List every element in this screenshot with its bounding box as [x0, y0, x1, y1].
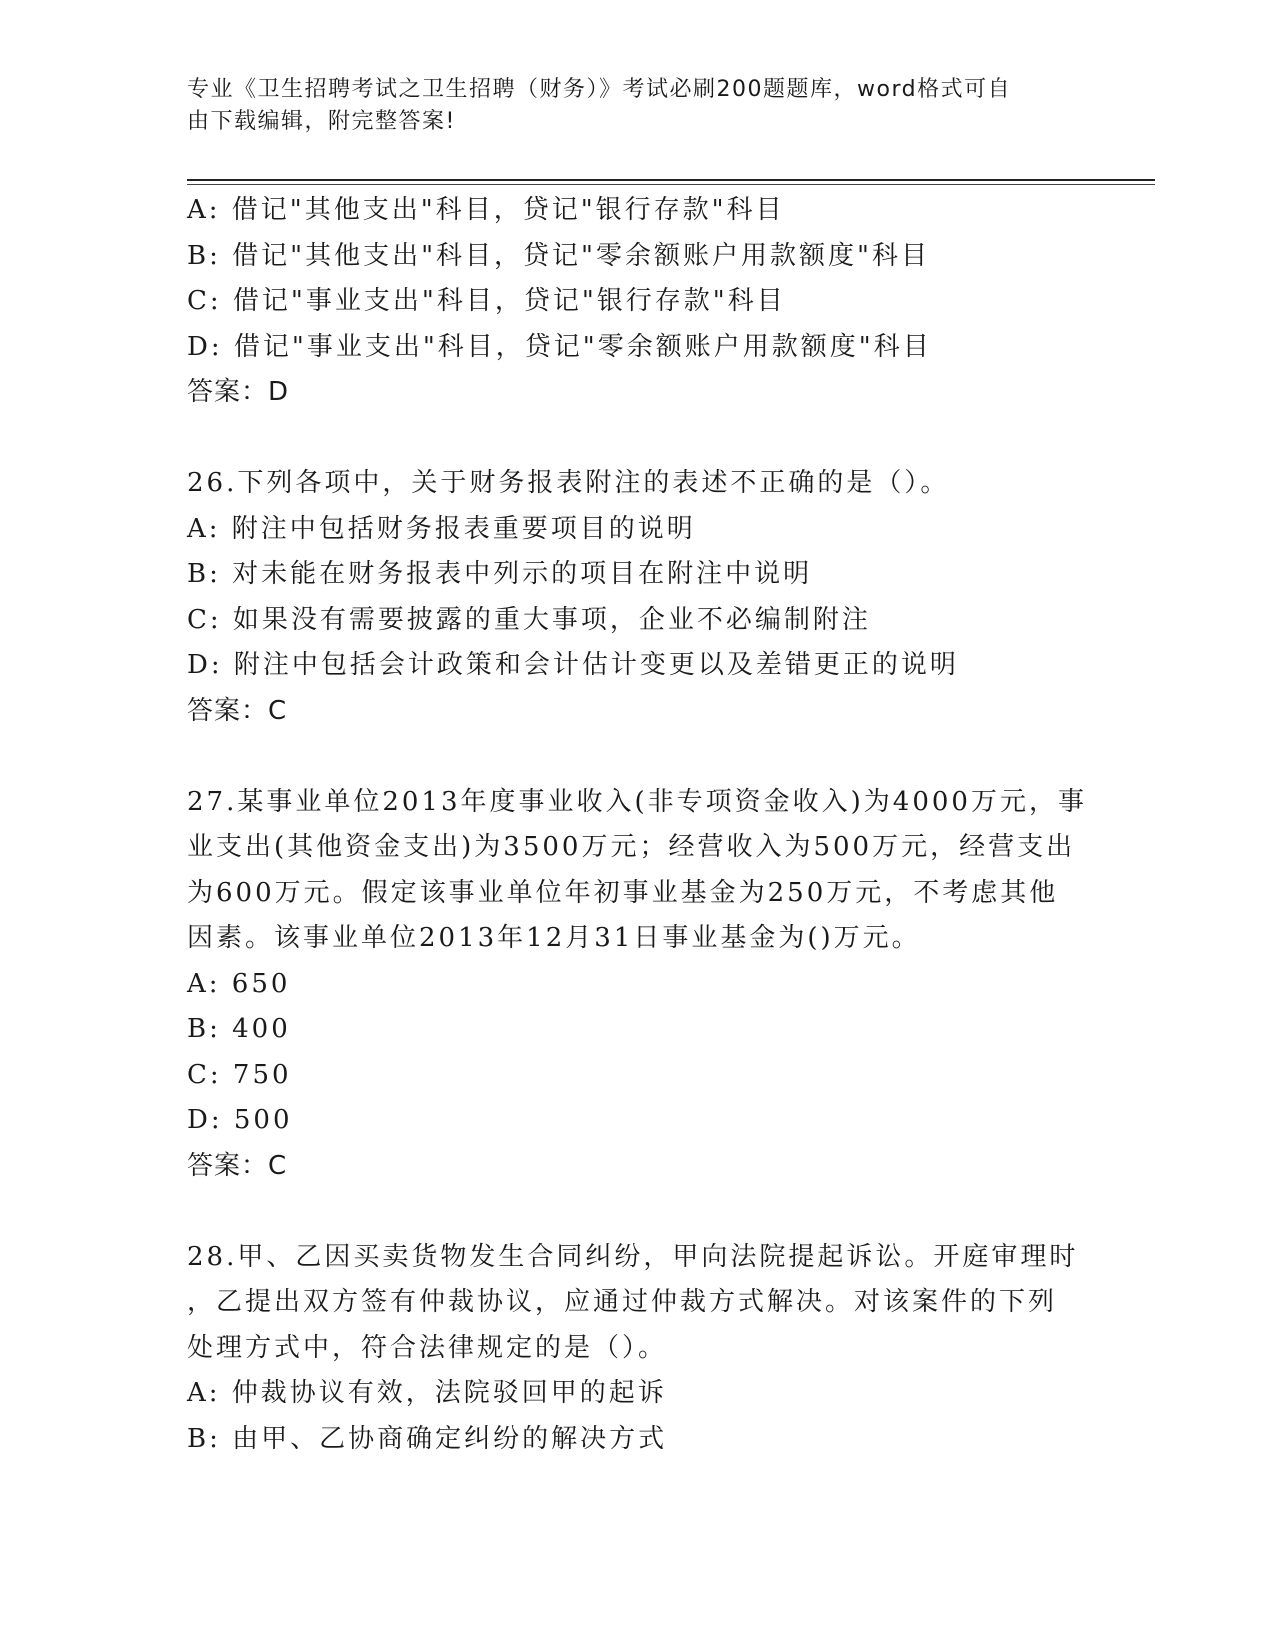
header-line: 由下载编辑，附完整答案! — [187, 109, 456, 134]
question-25 — [187, 188, 1087, 416]
option-b: B: 对未能在财务报表中列示的项目在附注中说明 — [187, 559, 813, 589]
question-26 — [187, 461, 1087, 734]
question-27 — [187, 780, 1087, 1190]
option-a: A: 借记"其他支出"科目，贷记"银行存款"科目 — [187, 195, 785, 225]
question-stem: 为600万元。假定该事业单位年初事业基金为250万元，不考虑其他 — [187, 877, 1059, 908]
option-a: A: 仲裁协议有效，法院驳回甲的起诉 — [187, 1378, 667, 1408]
header-divider — [187, 179, 1155, 181]
question-stem: 处理方式中，符合法律规定的是（）。 — [187, 1332, 668, 1363]
option-d: D: 500 — [187, 1105, 293, 1135]
question-stem: 27.某事业单位2013年度事业收入(非专项资金收入)为4000万元，事 — [187, 786, 1087, 817]
option-c: C: 750 — [187, 1059, 292, 1090]
option-b: B: 借记"其他支出"科目，贷记"零余额账户用款额度"科目 — [187, 240, 930, 271]
question-stem: 28.甲、乙因买卖货物发生合同纠纷，甲向法院提起诉讼。开庭审理时 — [187, 1241, 1079, 1272]
answer: 答案：D — [187, 377, 290, 407]
option-b: B: 由甲、乙协商确定纠纷的解决方式 — [187, 1423, 668, 1454]
option-a: A: 附注中包括财务报表重要项目的说明 — [187, 513, 696, 544]
question-stem: 业支出(其他资金支出)为3500万元；经营收入为500万元，经营支出 — [187, 832, 1076, 862]
question-28 — [187, 1235, 1087, 1463]
spacer — [187, 734, 1087, 780]
spacer — [187, 416, 1087, 462]
answer: 答案：C — [187, 695, 288, 726]
header-line: 专业《卫生招聘考试之卫生招聘（财务）》考试必刷200题题库，word格式可自 — [187, 77, 1012, 102]
option-d: D: 借记"事业支出"科目，贷记"零余额账户用款额度"科目 — [187, 331, 932, 362]
question-stem: 因素。该事业单位2013年12月31日事业基金为()万元。 — [187, 923, 921, 953]
question-stem: 26.下列各项中，关于财务报表附注的表述不正确的是（）。 — [187, 468, 950, 498]
question-list — [187, 188, 1087, 1462]
option-c: C: 借记"事业支出"科目，贷记"银行存款"科目 — [187, 286, 786, 316]
document-header — [187, 74, 1067, 138]
option-d: D: 附注中包括会计政策和会计估计变更以及差错更正的说明 — [187, 650, 959, 680]
header-divider-thin — [187, 184, 1155, 185]
option-c: C: 如果没有需要披露的重大事项，企业不必编制附注 — [187, 604, 871, 635]
answer: 答案：C — [187, 1150, 288, 1181]
question-stem: ，乙提出双方签有仲裁协议，应通过仲裁方式解决。对该案件的下列 — [187, 1287, 1058, 1317]
option-a: A: 650 — [187, 968, 291, 999]
option-b: B: 400 — [187, 1014, 291, 1044]
spacer — [187, 1189, 1087, 1235]
